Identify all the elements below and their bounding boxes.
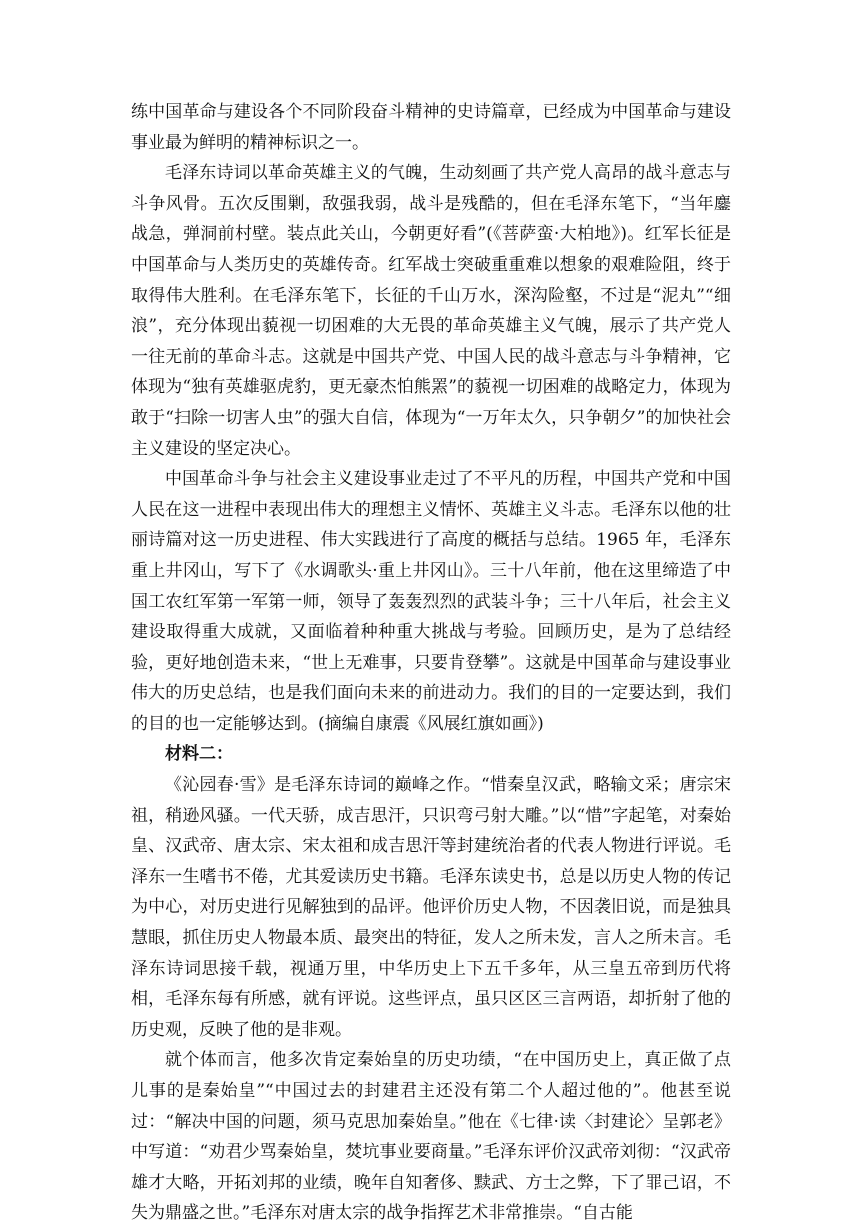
document-page: [131, 97, 731, 1229]
paragraph-revolutionary-heroism: 毛泽东诗词以革命英雄主义的气魄，生动刻画了共产党人高昂的战斗意志与斗争风骨。五次反围剿，敌强我弱，战斗是残酷的，但在毛泽东笔下，“当年鏖战急，弹洞前村壁。装点此关山，今朝更好看”(《菩萨蛮·大柏地》)。红军长征是中国革命与人类历史的英雄传奇。红军战士突破重重难以想象的艰难险阻，终于取得伟大胜利。在毛泽东笔下，长征的千山万水，深沟险壑，不过是“泥丸”“细浪”，充分体现出藐视一切困难的大无畏的革命英雄主义气魄，展示了共产党人一往无前的革命斗志。这就是中国共产党、中国人民的战斗意志与斗争精神，它体现为“独有英雄驱虎豹，更无豪杰怕熊罴”的藐视一切困难的战略定力，体现为敢于“扫除一切害人虫”的强大自信，体现为“一万年太久，只争朝夕”的加快社会主义建设的坚定决心。: [131, 163, 731, 459]
section-heading-material-two: 材料二：: [165, 744, 233, 765]
paragraph-qin-shihuang: 就个体而言，他多次肯定秦始皇的历史功绩，“在中国历史上，真正做了点儿事的是秦始皇”“中国过去的封建君主还没有第二个人超过他的”。他甚至说过：“解决中国的问题，须马克思加秦始皇。”他在《七律·读〈封建论〉呈郭老》中写道：“劝君少骂秦始皇，焚坑事业要商量。”毛泽东评价汉武帝刘彻：“汉武帝雄才大略，开拓刘邦的业绩，晚年自知奢侈、黩武、方士之弊，下了罪己诏，不失为鼎盛之世。”毛泽东对唐太宗的战争指挥艺术非常推崇。“自古能: [131, 1050, 731, 1224]
paragraph-continuation: 练中国革命与建设各个不同阶段奋斗精神的史诗篇章，已经成为中国革命与建设事业最为鲜明的精神标识之一。: [131, 102, 731, 153]
paragraph-qinyuanchun-snow: 《沁园春·雪》是毛泽东诗词的巅峰之作。“惜秦皇汉武，略输文采；唐宗宋祖，稍逊风骚。一代天骄，成吉思汗，只识弯弓射大雕。”以“惜”字起笔，对秦始皇、汉武帝、唐太宗、宋太祖和成吉思汗等封建统治者的代表人物进行评说。毛泽东一生嗜书不倦，尤其爱读历史书籍。毛泽东读史书，总是以历史人物的传记为中心，对历史进行见解独到的品评。他评价历史人物，不因袭旧说，而是独具慧眼，抓住历史人物最本质、最突出的特征，发人之所未发，言人之所未言。毛泽东诗词思接千载，视通万里，中华历史上下五千多年，从三皇五帝到历代将相，毛泽东每有所感，就有评说。这些评点，虽只区区三言两语，却折射了他的历史观，反映了他的是非观。: [131, 775, 731, 1040]
paragraph-socialist-construction: 中国革命斗争与社会主义建设事业走过了不平凡的历程，中国共产党和中国人民在这一进程中表现出伟大的理想主义情怀、英雄主义斗志。毛泽东以他的壮丽诗篇对这一历史进程、伟大实践进行了高度的概括与总结。1965 年，毛泽东重上井冈山，写下了《水调歌头·重上井冈山》。三十八年前，他在这里缔造了中国工农红军第一军第一师，领导了轰轰烈烈的武装斗争；三十八年后，社会主义建设取得重大成就，又面临着种种重大挑战与考验。回顾历史，是为了总结经验，更好地创造未来，“世上无难事，只要肯登攀”。这就是中国革命与建设事业伟大的历史总结，也是我们面向未来的前进动力。我们的目的一定要达到，我们的目的也一定能够达到。(摘编自康震《风展红旗如画》): [131, 469, 731, 734]
